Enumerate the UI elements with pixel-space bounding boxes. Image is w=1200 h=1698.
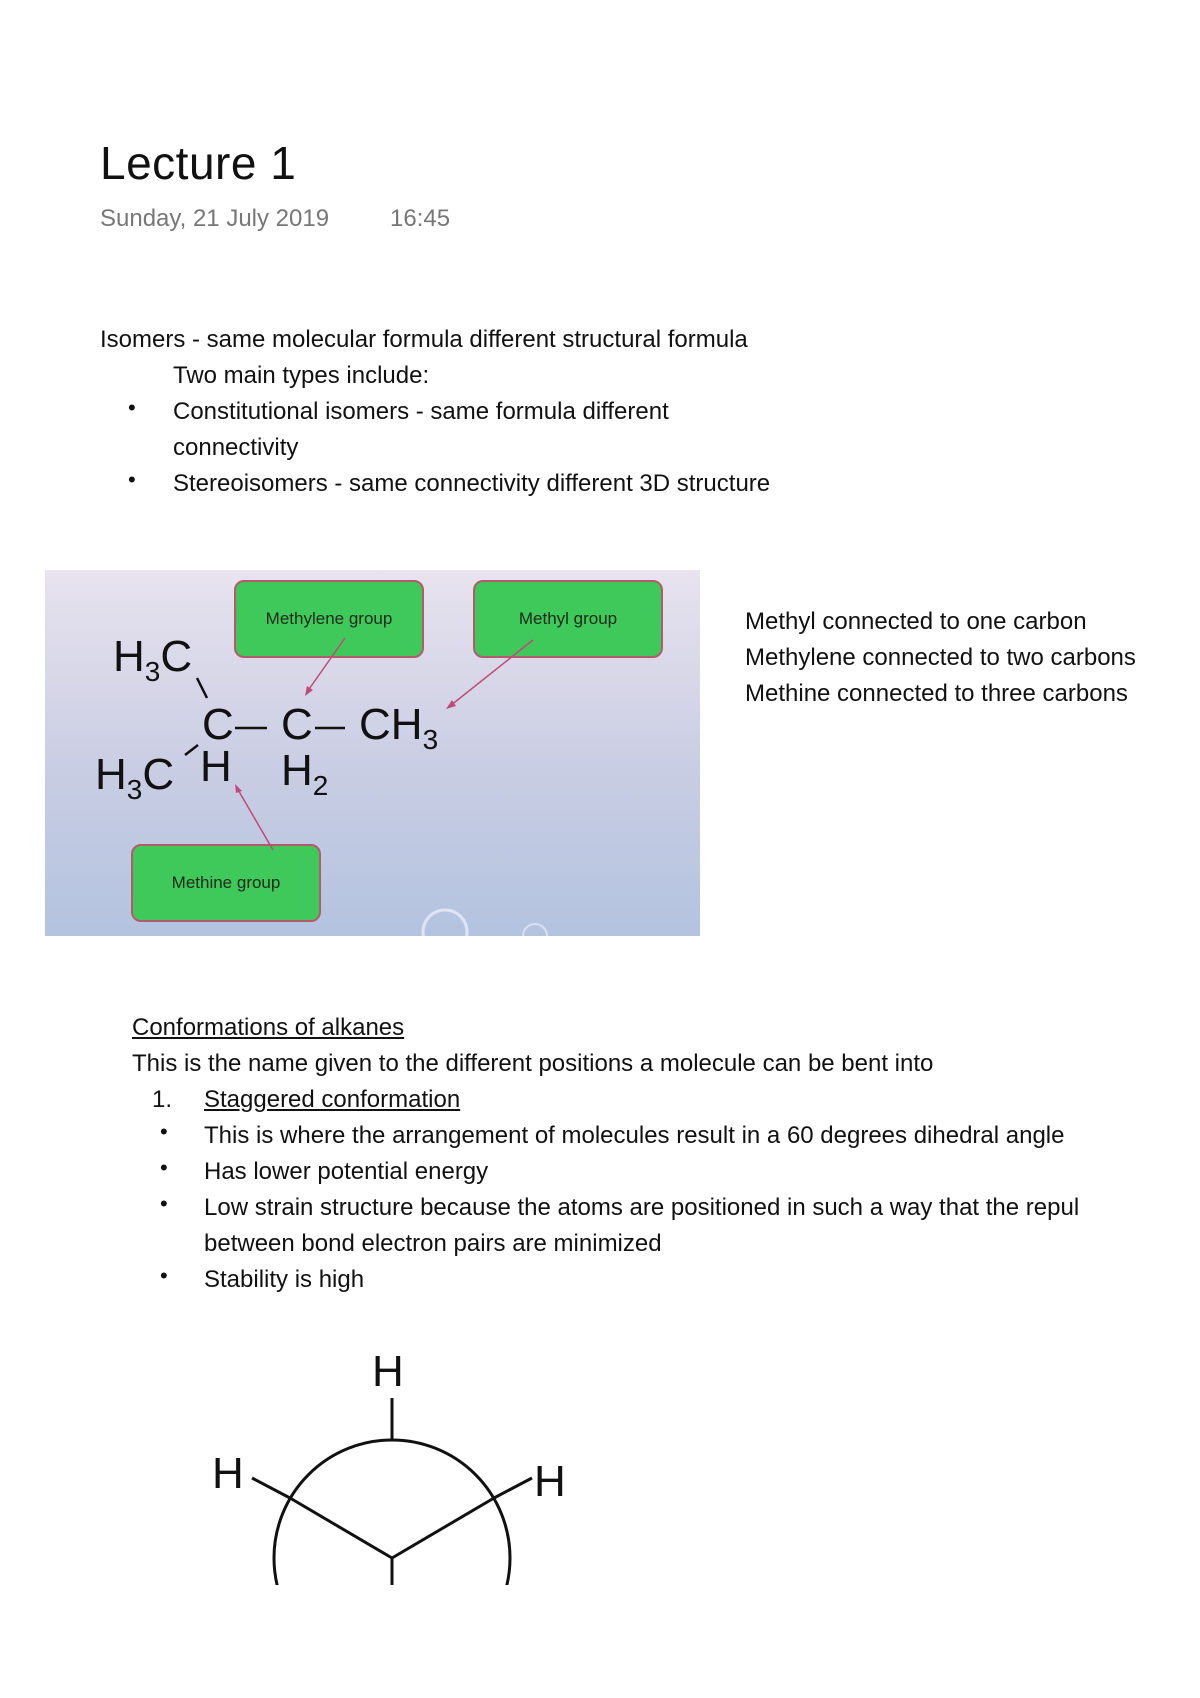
isomers-bullet-1-line-2: connectivity: [173, 434, 299, 461]
bullet-dot: •: [160, 1191, 168, 1216]
isomers-bullet-2: Stereoisomers - same connectivity different 3D structure: [173, 470, 771, 497]
ch3-group: $CH_3$: [359, 700, 439, 755]
methylene-h2: $H_2$: [281, 746, 329, 801]
carbon-1: C: [202, 700, 234, 749]
newman-h-left: H: [212, 1449, 244, 1498]
side-note-methylene: Methylene connected to two carbons: [745, 644, 1136, 671]
methylene-group-box: Methylene group: [234, 580, 424, 658]
conformations-heading: Conformations of alkanes: [132, 1014, 405, 1041]
alkane-group-diagram: [45, 570, 700, 936]
bullet-dot: •: [128, 395, 136, 420]
h3c-bottom: $H_3C$: [95, 750, 175, 805]
isomers-heading: Isomers - same molecular formula different structural formula: [100, 326, 748, 353]
staggered-bullet-1: This is where the arrangement of molecules result in a 60 degrees dihedral angle: [204, 1122, 1065, 1149]
staggered-bullet-3-line-2: between bond electron pairs are minimized: [204, 1230, 662, 1257]
h3c-top: $H_3C$: [113, 632, 193, 687]
methine-group-box: Methine group: [131, 844, 321, 922]
staggered-bullet-4: Stability is high: [204, 1266, 365, 1293]
methine-hydrogen: H: [200, 742, 232, 791]
isomers-bullet-1-line-1: Constitutional isomers - same formula different: [173, 398, 669, 425]
side-note-methine: Methine connected to three carbons: [745, 680, 1128, 707]
bullet-dot: •: [160, 1263, 168, 1288]
page-date: Sunday, 21 July 2019: [100, 205, 330, 232]
staggered-bullet-3-line-1: Low strain structure because the atoms are positioned in such a way that the repul: [204, 1194, 1080, 1221]
page-time: 16:45: [390, 205, 451, 232]
bullet-dot: •: [160, 1119, 168, 1144]
page-title: Lecture 1: [100, 137, 297, 189]
newman-projection-diagram: [200, 1330, 600, 1590]
isomers-intro: Two main types include:: [173, 362, 430, 389]
staggered-title: Staggered conformation: [204, 1086, 461, 1113]
newman-h-right: H: [534, 1457, 566, 1506]
bullet-dot: •: [160, 1155, 168, 1180]
side-note-methyl: Methyl connected to one carbon: [745, 608, 1087, 635]
conformations-intro: This is the name given to the different positions a molecule can be bent into: [132, 1050, 934, 1077]
carbon-2: C: [281, 700, 313, 749]
bullet-dot: •: [128, 467, 136, 492]
staggered-bullet-2: Has lower potential energy: [204, 1158, 489, 1185]
newman-h-top: H: [372, 1347, 404, 1396]
list-number: 1.: [152, 1086, 173, 1113]
methyl-group-box: Methyl group: [473, 580, 663, 658]
